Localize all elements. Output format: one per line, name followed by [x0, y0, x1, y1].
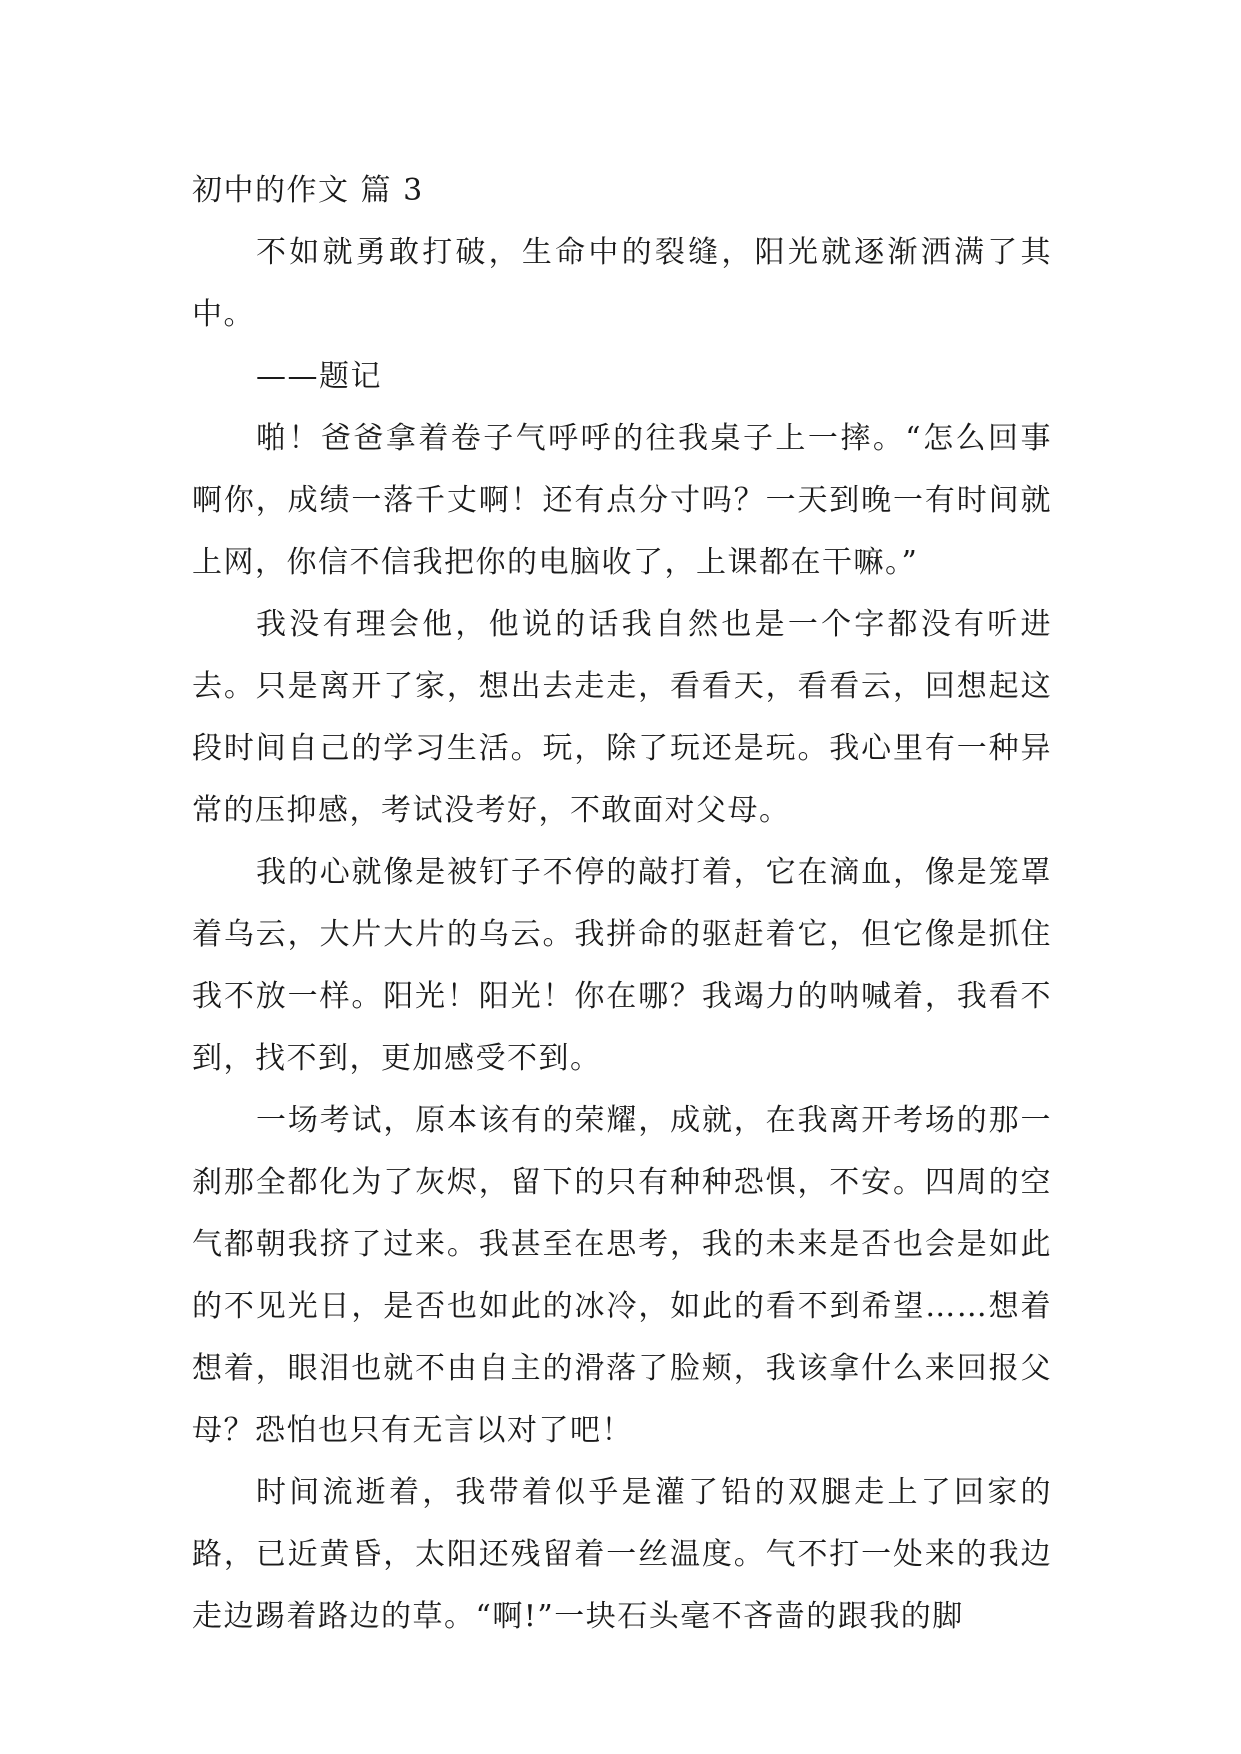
paragraph-body: 时间流逝着，我带着似乎是灌了铅的双腿走上了回家的路，已近黄昏，太阳还残留着一丝温度。气不打一处来的我边走边踢着路边的草。“啊!”一块石头毫不吝啬的跟我的脚	[192, 1475, 1052, 1634]
paragraph-body: 我没有理会他，他说的话我自然也是一个字都没有听进去。只是离开了家，想出去走走，看看天，看看云，回想起这段时间自己的学习生活。玩，除了玩还是玩。我心里有一种异常的压抑感，考试没考好，不敢面对父母。	[192, 607, 1052, 828]
document-body	[192, 160, 1052, 1648]
essay-title: 初中的作文 篇 3	[192, 173, 424, 208]
paragraph-body: 一场考试，原本该有的荣耀，成就，在我离开考场的那一刹那全都化为了灰烬，留下的只有种种恐惧，不安。四周的空气都朝我挤了过来。我甚至在思考，我的未来是否也会是如此的不见光日，是否也如此的冰冷，如此的看不到希望……想着想着，眼泪也就不由自主的滑落了脸颊，我该拿什么来回报父母？恐怕也只有无言以对了吧！	[192, 1103, 1052, 1448]
paragraph-body: 我的心就像是被钉子不停的敲打着，它在滴血，像是笼罩着乌云，大片大片的乌云。我拼命的驱赶着它，但它像是抓住我不放一样。阳光！阳光！你在哪？我竭力的呐喊着，我看不到，找不到，更加感受不到。	[192, 855, 1052, 1076]
paragraph-body: 啪！爸爸拿着卷子气呼呼的往我桌子上一摔。“怎么回事啊你，成绩一落千丈啊！还有点分寸吗？一天到晚一有时间就上网，你信不信我把你的电脑收了，上课都在干嘛。”	[192, 421, 1052, 580]
paragraph-epigraph: 不如就勇敢打破，生命中的裂缝，阳光就逐渐洒满了其中。	[192, 235, 1052, 332]
paragraph-epigraph-attribution: ——题记	[256, 359, 382, 394]
